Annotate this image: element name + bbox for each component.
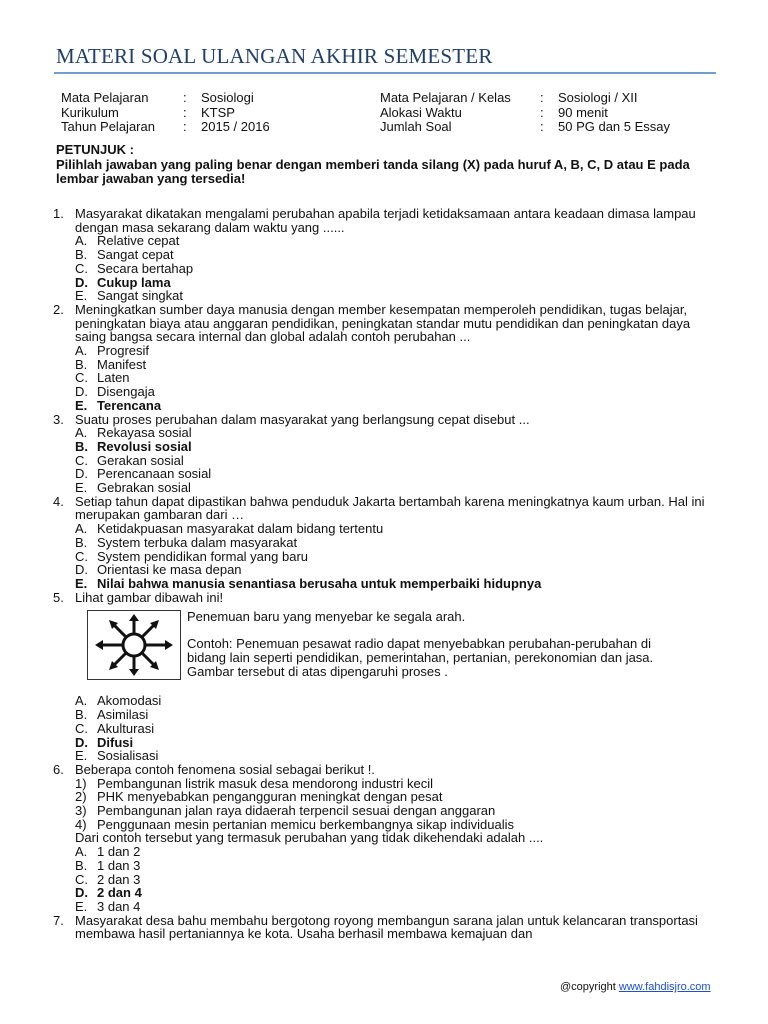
option-answer	[53, 399, 723, 413]
option-text: Manifest	[97, 356, 147, 372]
info-separator: :	[540, 119, 544, 134]
option-letter: B.	[75, 707, 88, 723]
option	[53, 845, 723, 859]
option-text: 3 dan 4	[97, 898, 141, 914]
option-text: Sangat cepat	[97, 247, 174, 263]
info-block-right	[380, 91, 670, 135]
info-row	[380, 106, 670, 121]
option	[53, 248, 723, 262]
option-answer	[53, 736, 723, 750]
radiating-arrows-icon	[88, 611, 180, 679]
option-letter: B.	[75, 438, 88, 454]
option-text: Sosialisasi	[97, 748, 159, 764]
figure-caption: Penemuan baru yang menyebar ke segala arah.	[187, 609, 466, 625]
option	[53, 694, 723, 708]
info-value: Sosiologi	[201, 90, 254, 105]
info-value: 50 PG dan 5 Essay	[558, 119, 671, 134]
info-label: Mata Pelajaran	[61, 90, 149, 105]
option-letter: D.	[75, 734, 88, 750]
info-label: Mata Pelajaran / Kelas	[380, 90, 511, 105]
option-letter: D.	[75, 562, 88, 578]
question-6	[53, 763, 723, 777]
question-text: Meningkatkan sumber daya manusia dengan member kesempatan memperoleh pendidikan, tugas belajar, peningkatan biaya atau anggaran pendidikan, peningkatan standar mutu pendidikan dan peningkatan daya saing bangsa secara internal dan global adalah contoh perubahan ...	[75, 301, 691, 345]
info-row	[380, 91, 670, 106]
instructions-heading: PETUNJUK :	[56, 142, 135, 157]
info-row	[380, 120, 670, 135]
info-label: Kurikulum	[61, 104, 119, 120]
option-answer	[53, 276, 723, 290]
info-row	[61, 91, 270, 106]
item-number: 1)	[75, 775, 87, 791]
option-letter: D.	[75, 384, 88, 400]
option-text: 1 dan 3	[97, 857, 141, 873]
option-letter: E.	[75, 898, 88, 914]
item-number: 2)	[75, 789, 87, 805]
option-letter: C.	[75, 720, 88, 736]
option-letter: A.	[75, 343, 88, 359]
option-letter: A.	[75, 693, 88, 709]
footer-copyright	[560, 981, 711, 993]
instructions	[56, 143, 716, 187]
info-value: 2015 / 2016	[201, 119, 270, 134]
option-answer	[53, 440, 723, 454]
question-text: Setiap tahun dapat dipastikan bahwa penduduk Jakarta bertambah karena meningkatnya kaum urban. Hal ini merupakan gambaran dari …	[75, 493, 705, 523]
question-2	[53, 303, 723, 344]
info-block-left	[61, 91, 270, 135]
question-number: 4.	[53, 493, 64, 509]
option-letter: B.	[75, 857, 88, 873]
option-letter: E.	[75, 748, 88, 764]
info-separator: :	[183, 119, 187, 134]
option	[53, 536, 723, 550]
option-answer	[53, 886, 723, 900]
option	[53, 371, 723, 385]
info-separator: :	[540, 104, 544, 120]
option	[53, 358, 723, 372]
figure-example: Contoh: Penemuan pesawat radio dapat menyebabkan perubahan-perubahan di bidang lain seperti pendidikan, pemerintahan, pertanian, perekonomian dan jasa. Gambar tersebut di atas dipengaruhi proses .	[187, 636, 654, 679]
question-list	[53, 207, 723, 941]
question-4	[53, 495, 723, 522]
option-letter: A.	[75, 233, 88, 249]
question-number: 3.	[53, 411, 64, 427]
option-letter: E.	[75, 288, 88, 304]
option-letter: A.	[75, 844, 88, 860]
option-letter: B.	[75, 356, 88, 372]
item-text: Penggunaan mesin pertanian memicu berkembangnya sikap individualis	[97, 816, 514, 832]
option	[53, 550, 723, 564]
item-number: 4)	[75, 816, 87, 832]
info-separator: :	[540, 90, 544, 105]
question-number: 6.	[53, 761, 64, 777]
option	[53, 385, 723, 399]
option	[53, 722, 723, 736]
option-text: Cukup lama	[97, 274, 171, 290]
option-letter: D.	[75, 274, 88, 290]
copyright-text: @copyright	[560, 981, 616, 993]
option-letter: D.	[75, 885, 88, 901]
info-row	[61, 120, 270, 135]
website-link[interactable]: www.fahdisjro.com	[618, 981, 711, 993]
item-number: 3)	[75, 803, 87, 819]
option-letter: B.	[75, 534, 88, 550]
option	[53, 454, 723, 468]
option-letter: E.	[75, 397, 88, 413]
option-text: Sangat singkat	[97, 288, 184, 304]
option-letter: C.	[75, 871, 88, 887]
question-text: Masyarakat dikatakan mengalami perubahan apabila terjadi ketidaksamaan antara keadaan dimasa lampau dengan masa sekarang dalam waktu yang ......	[75, 206, 696, 235]
option-answer	[53, 577, 723, 591]
info-row	[61, 106, 270, 121]
option-text: Perencanaan sosial	[97, 466, 212, 482]
question-5	[53, 591, 723, 605]
option-letter: B.	[75, 247, 88, 263]
option	[53, 481, 723, 495]
option-letter: C.	[75, 452, 88, 468]
option-text: Asimilasi	[97, 707, 149, 723]
option	[53, 563, 723, 577]
option-letter: C.	[75, 548, 88, 564]
info-value: KTSP	[201, 104, 235, 120]
option	[53, 859, 723, 873]
option-text: 2 dan 4	[97, 885, 142, 901]
option-text: Ketidakpuasan masyarakat dalam bidang tertentu	[97, 521, 384, 537]
option-text: Secara bertahap	[97, 260, 194, 276]
option	[53, 873, 723, 887]
question-number: 5.	[53, 589, 64, 605]
option-letter: E.	[75, 480, 88, 496]
option-text: Progresif	[97, 343, 150, 359]
option-text: Akomodasi	[97, 693, 162, 709]
info-label: Tahun Pelajaran	[61, 119, 155, 134]
info-label: Jumlah Soal	[380, 119, 452, 134]
instructions-text: Pilihlah jawaban yang paling benar dengan memberi tanda silang (X) pada huruf A, B, C, D atau E pada lembar jawaban yang tersedia!	[56, 156, 690, 186]
diffusion-figure-block	[53, 610, 723, 680]
option-text: Laten	[97, 370, 130, 386]
numbered-item	[53, 804, 723, 818]
question-number: 1.	[53, 206, 64, 221]
question-text: Lihat gambar dibawah ini!	[75, 589, 224, 605]
option	[53, 749, 723, 763]
question-text: Suatu proses perubahan dalam masyarakat yang berlangsung cepat disebut ...	[75, 411, 530, 427]
option-letter: D.	[75, 466, 88, 482]
option-letter: A.	[75, 425, 88, 441]
option-text: 1 dan 2	[97, 844, 141, 860]
question-prompt: Dari contoh tersebut yang termasuk perubahan yang tidak dikehendaki adalah ....	[75, 830, 544, 846]
question-1	[53, 207, 723, 234]
info-value: Sosiologi / XII	[558, 90, 638, 105]
question-3	[53, 413, 723, 427]
info-separator: :	[183, 104, 187, 120]
option-text: System pendidikan formal yang baru	[97, 548, 309, 564]
item-text: Pembangunan listrik masuk desa mendorong industri kecil	[97, 775, 434, 791]
question-number: 7.	[53, 912, 64, 928]
option-text: 2 dan 3	[97, 871, 141, 887]
option-text: System terbuka dalam masyarakat	[97, 534, 298, 550]
option-letter: A.	[75, 521, 88, 537]
option	[53, 708, 723, 722]
option-letter: C.	[75, 370, 88, 386]
item-text: Pembangunan jalan raya didaerah terpencil sesuai dengan anggaran	[97, 803, 496, 819]
option	[53, 467, 723, 481]
option-text: Terencana	[97, 397, 162, 413]
question-text: Masyarakat desa bahu membahu bergotong royong membangun sarana jalan untuk kelancaran transportasi membawa hasil pertaniannya ke kota. Usaha berhasil membawa kemajuan dan	[75, 912, 698, 942]
option-text: Difusi	[97, 734, 134, 750]
option	[53, 426, 723, 440]
option	[53, 344, 723, 358]
option-text: Nilai bahwa manusia senantiasa berusaha untuk memperbaiki hidupnya	[97, 575, 542, 591]
document-title: MATERI SOAL ULANGAN AKHIR SEMESTER	[56, 44, 493, 68]
option-text: Orientasi ke masa depan	[97, 562, 242, 578]
item-text: PHK menyebabkan pengangguran meningkat dengan pesat	[97, 789, 443, 805]
option-text: Relative cepat	[97, 233, 180, 249]
option	[53, 900, 723, 914]
option-text: Disengaja	[97, 384, 155, 400]
option-text: Rekayasa sosial	[97, 425, 192, 441]
option	[53, 522, 723, 536]
option	[53, 234, 723, 248]
figure-description	[187, 610, 687, 680]
option-letter: C.	[75, 260, 88, 276]
info-separator: :	[183, 90, 187, 105]
diffusion-figure	[87, 610, 181, 680]
option-text: Revolusi sosial	[97, 438, 192, 454]
numbered-item	[53, 790, 723, 804]
numbered-item	[53, 818, 723, 832]
option	[53, 262, 723, 276]
option	[53, 289, 723, 303]
question-number: 2.	[53, 301, 64, 317]
info-value: 90 menit	[558, 104, 608, 120]
numbered-item	[53, 777, 723, 791]
title-divider	[54, 72, 716, 74]
question-7	[53, 914, 723, 941]
option-text: Gebrakan sosial	[97, 480, 191, 496]
option-text: Gerakan sosial	[97, 452, 184, 468]
option-letter: E.	[75, 575, 88, 591]
question-text: Beberapa contoh fenomena sosial sebagai berikut !.	[75, 761, 375, 777]
option-text: Akulturasi	[97, 720, 155, 736]
info-label: Alokasi Waktu	[380, 104, 462, 120]
